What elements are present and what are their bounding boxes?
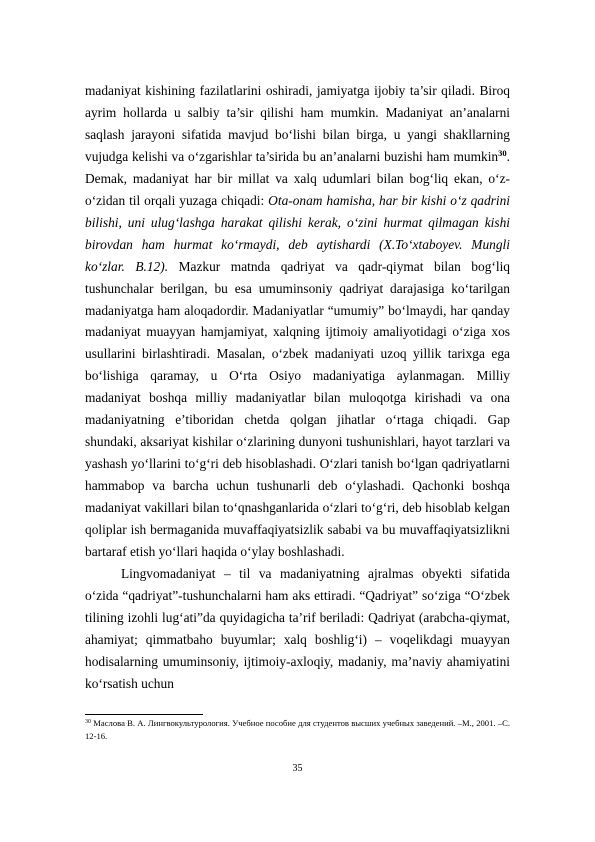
footnote-ref-30: 30 <box>498 147 507 158</box>
paragraph-1 <box>85 80 510 563</box>
paragraph-1-part-b: . Demak, madaniyat har bir millat va xalq udumlari bilan bog‘liq ekan, o‘z-o‘zidan til orqali yuzaga chiqadi: <box>85 148 510 208</box>
footnote-text: Маслова В. А. Лингвокультурология. Учебное пособие для студентов высших учебных заведений. –М., 2001. –С. 12-16. <box>85 718 510 741</box>
footnote <box>85 717 510 742</box>
paragraph-1-part-c: Mazkur matnda qadriyat va qadr-qiymat bilan bog‘liq tushunchalar berilgan, bu esa umuminsoniy qadriyat darajasiga ko‘tarilgan madaniyatga ham aloqadordir. Madaniyatlar “umumiy” bo‘lmaydi, har qanday madaniyat muayyan hamjamiyat, xalqning ijtimoiy amaliyotidagi o‘ziga xos usullarini birlashtiradi. Masalan, o‘zbek madaniyati uzoq yillik tarixga ega bo‘lishiga qaramay, u O‘rta Osiyo madaniyatiga aylanmagan. Milliy madaniyat boshqa milliy madaniyatlar bilan muloqotga kirishadi va ona madaniyatning e’tiboridan chetda qolgan jihatlar o‘rtaga chiqadi. Gap shundaki, aksariyat kishilar o‘zlarining dunyoni tushunishlari, hayot tarzlari va yashash yo‘llarini to‘g‘ri deb hisoblashadi. O‘zlari tanish bo‘lgan qadriyatlarni hammabop va barcha uchun tushunarli deb o‘ylashadi. Qachonki boshqa madaniyat vakillari bilan to‘qnashganlarida o‘zlari to‘g‘ri, deb hisoblab kelgan qoliplar ish bermaganida muvaffaqiyatsizlik sababi va bu muvaffaqiyatsizlikni bartaraf etish yo‘llari haqida o‘ylay boshlashadi. <box>85 258 510 560</box>
footnote-divider <box>85 714 203 715</box>
paragraph-2: Lingvomadaniyat – til va madaniyatning ajralmas obyekti sifatida o‘zida “qadriyat”-tushunchalarni ham aks ettiradi. “Qadriyat” so‘ziga “O‘zbek tilining izohli lug‘ati”da quyidagicha ta’rif beriladi: Qadriyat (arabcha-qiymat, ahamiyat; qimmatbaho buyumlar; xalq boshlig‘i) – voqelikdagi muayyan hodisalarning umuminsoniy, ijtimoiy-axloqiy, madaniy, ma’naviy ahamiyatini ko‘rsatish uchun <box>85 565 510 691</box>
page-number: 35 <box>292 763 303 774</box>
paragraph-1-part-a: madaniyat kishining fazilatlarini oshiradi, jamiyatga ijobiy ta’sir qiladi. Biroq ayrim hollarda u salbiy ta’sir qilishi ham mumkin. Madaniyat an’analarni saqlash jarayoni sifatida mavjud bo‘lishi bilan birga, u yangi shakllarning vujudga kelishi va o‘zgarishlar ta’sirida bu an’analarni buzishi ham mumkin <box>85 83 510 164</box>
footnote-number: 30 <box>85 719 91 725</box>
body-text <box>85 80 510 695</box>
literary-quote: Ota-onam hamisha, har bir kishi o‘z qadrini bilishi, uni ulug‘lashga harakat qilishi kerak, o‘zini hurmat qilmagan kishi birovdan ham hurmat ko‘rmaydi, deb aytishardi (X.To‘xtaboyev. Mungli ko‘zlar. B.12). <box>85 192 510 274</box>
